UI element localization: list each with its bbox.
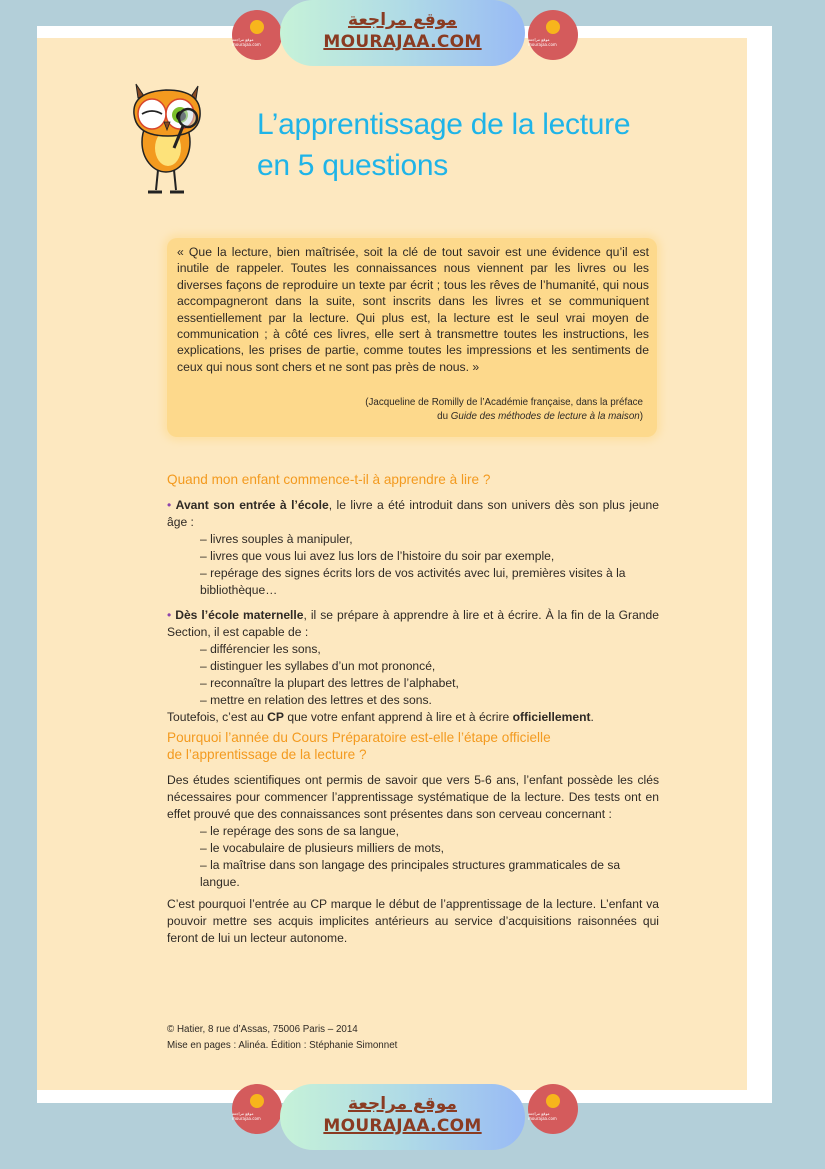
badge-text: موقع مراجعة mourajaa.com bbox=[528, 1110, 557, 1121]
list-item: – différencier les sons, bbox=[200, 642, 321, 656]
bullet-icon: • bbox=[167, 498, 172, 512]
quote-source-suffix: ) bbox=[639, 411, 643, 422]
section-why-cp bbox=[167, 729, 659, 947]
watermark-banner-top[interactable] bbox=[280, 0, 525, 66]
page-title bbox=[257, 104, 630, 186]
quote-source-book-title: Guide des méthodes de lecture à la maison bbox=[450, 411, 640, 422]
credits-line: Mise en pages : Alinéa. Édition : Stéphanie Simonnet bbox=[167, 1040, 398, 1051]
watermark-banner-bottom[interactable] bbox=[280, 1084, 525, 1150]
book-icon bbox=[250, 20, 264, 34]
bold-phrase: Avant son entrée à l’école bbox=[175, 498, 329, 512]
paragraph-cp-official bbox=[167, 709, 659, 726]
owl-magnifier-illustration bbox=[128, 78, 208, 200]
quote-source bbox=[365, 396, 643, 424]
colophon bbox=[167, 1022, 397, 1054]
copyright-line: © Hatier, 8 rue d’Assas, 75006 Paris – 2014 bbox=[167, 1024, 358, 1035]
paragraph-text: , il se prépare à apprendre à lire et à écrire. À la fin de la Grande Section, il est capable de : bbox=[167, 608, 659, 639]
paragraph-studies: Des études scientifiques ont permis de savoir que vers 5-6 ans, l’enfant possède les clés nécessaires pour commencer l’apprentissage systématique de la lecture. Des tests ont en effet prouvé que des connaissances sont présentes dans son cerveau concernant : bbox=[167, 773, 659, 821]
badge-text: موقع مراجعة mourajaa.com bbox=[232, 36, 261, 47]
bold-phrase: officiellement bbox=[512, 710, 591, 724]
watermark-badge-bottom-right bbox=[528, 1084, 578, 1134]
text-run: . bbox=[590, 710, 594, 724]
watermark-badge-bottom-left bbox=[232, 1084, 282, 1134]
watermark-site-link[interactable]: MOURAJAA.COM bbox=[323, 1116, 482, 1136]
paragraph-text: , le livre a été introduit dans son univers dès son plus jeune âge : bbox=[167, 498, 659, 529]
badge-text: موقع مراجعة mourajaa.com bbox=[232, 1110, 261, 1121]
book-icon bbox=[546, 1094, 560, 1108]
list-item: – la maîtrise dans son langage des principales structures grammaticales de sa langue. bbox=[200, 858, 621, 889]
watermark-site-link[interactable]: MOURAJAA.COM bbox=[323, 32, 482, 52]
text-run: Toutefois, c’est au bbox=[167, 710, 268, 724]
quote-text: « Que la lecture, bien maîtrisée, soit la clé de tout savoir est une évidence qu’il est inutile de rappeler. Toutes les connaissances nous viennent par les livres ou les diverses façons de reproduire un texte par écrit ; tous les rêves de l’humanité, qui nous accompagneront dans la suite, sont inscrits dans les livres et se communiquent essentiellement par la lecture. Qui plus est, la lecture est le seul vrai moyen de communication ; à côté ces livres, elle sert à transmettre toutes les instructions, les explications, les prises de partie, comme toutes les impressions et les sentiments de ceux qui nous sont chers et ne sont pas près de nous. » bbox=[177, 245, 649, 374]
title-line-1: L’apprentissage de la lecture bbox=[257, 108, 631, 141]
bold-phrase: CP bbox=[267, 710, 284, 724]
watermark-arabic: موقع مراجعة bbox=[348, 10, 457, 30]
section-heading-line-1: Pourquoi l’année du Cours Préparatoire est-elle l’étape officielle bbox=[167, 730, 551, 745]
paragraph-conclusion: C’est pourquoi l’entrée au CP marque le début de l’apprentissage de la lecture. L’enfant va pouvoir mettre ses acquis implicites antérieurs au service d’acquisitions raisonnées qui feront de lui un lecteur autonome. bbox=[167, 897, 659, 945]
watermark-badge-top-right bbox=[528, 10, 578, 60]
list-item: – repérage des signes écrits lors de vos activités avec lui, premières visites à la bibliothèque… bbox=[200, 566, 626, 597]
list-item: – livres que vous lui avez lus lors de l’histoire du soir par exemple, bbox=[200, 549, 555, 563]
quote-box bbox=[167, 238, 657, 437]
list-item: – mettre en relation des lettres et des sons. bbox=[200, 693, 432, 707]
watermark-badge-top-left bbox=[232, 10, 282, 60]
bullet-icon: • bbox=[167, 608, 172, 622]
paragraph-before-school bbox=[167, 497, 659, 531]
list-item: – le vocabulaire de plusieurs milliers de mots, bbox=[200, 841, 445, 855]
paragraph-maternelle bbox=[167, 607, 659, 641]
text-run: que votre enfant apprend à lire et à écrire bbox=[283, 710, 513, 724]
quote-source-prefix: du bbox=[437, 411, 451, 422]
badge-text: موقع مراجعة mourajaa.com bbox=[528, 36, 557, 47]
bold-phrase: Dès l’école maternelle bbox=[175, 608, 304, 622]
list-item: – livres souples à manipuler, bbox=[200, 532, 353, 546]
list-item: – distinguer les syllabes d’un mot prononcé, bbox=[200, 659, 436, 673]
section-heading-line-2: de l’apprentissage de la lecture ? bbox=[167, 747, 367, 762]
list-item: – le repérage des sons de sa langue, bbox=[200, 824, 400, 838]
quote-source-line-1: (Jacqueline de Romilly de l’Académie française, dans la préface bbox=[365, 397, 643, 408]
book-icon bbox=[546, 20, 560, 34]
section-when-learn bbox=[167, 471, 659, 726]
title-line-2: en 5 questions bbox=[257, 149, 448, 182]
list-item: – reconnaître la plupart des lettres de l’alphabet, bbox=[200, 676, 459, 690]
watermark-arabic: موقع مراجعة bbox=[348, 1094, 457, 1114]
book-icon bbox=[250, 1094, 264, 1108]
section-heading: Quand mon enfant commence-t-il à apprendre à lire ? bbox=[167, 472, 491, 487]
